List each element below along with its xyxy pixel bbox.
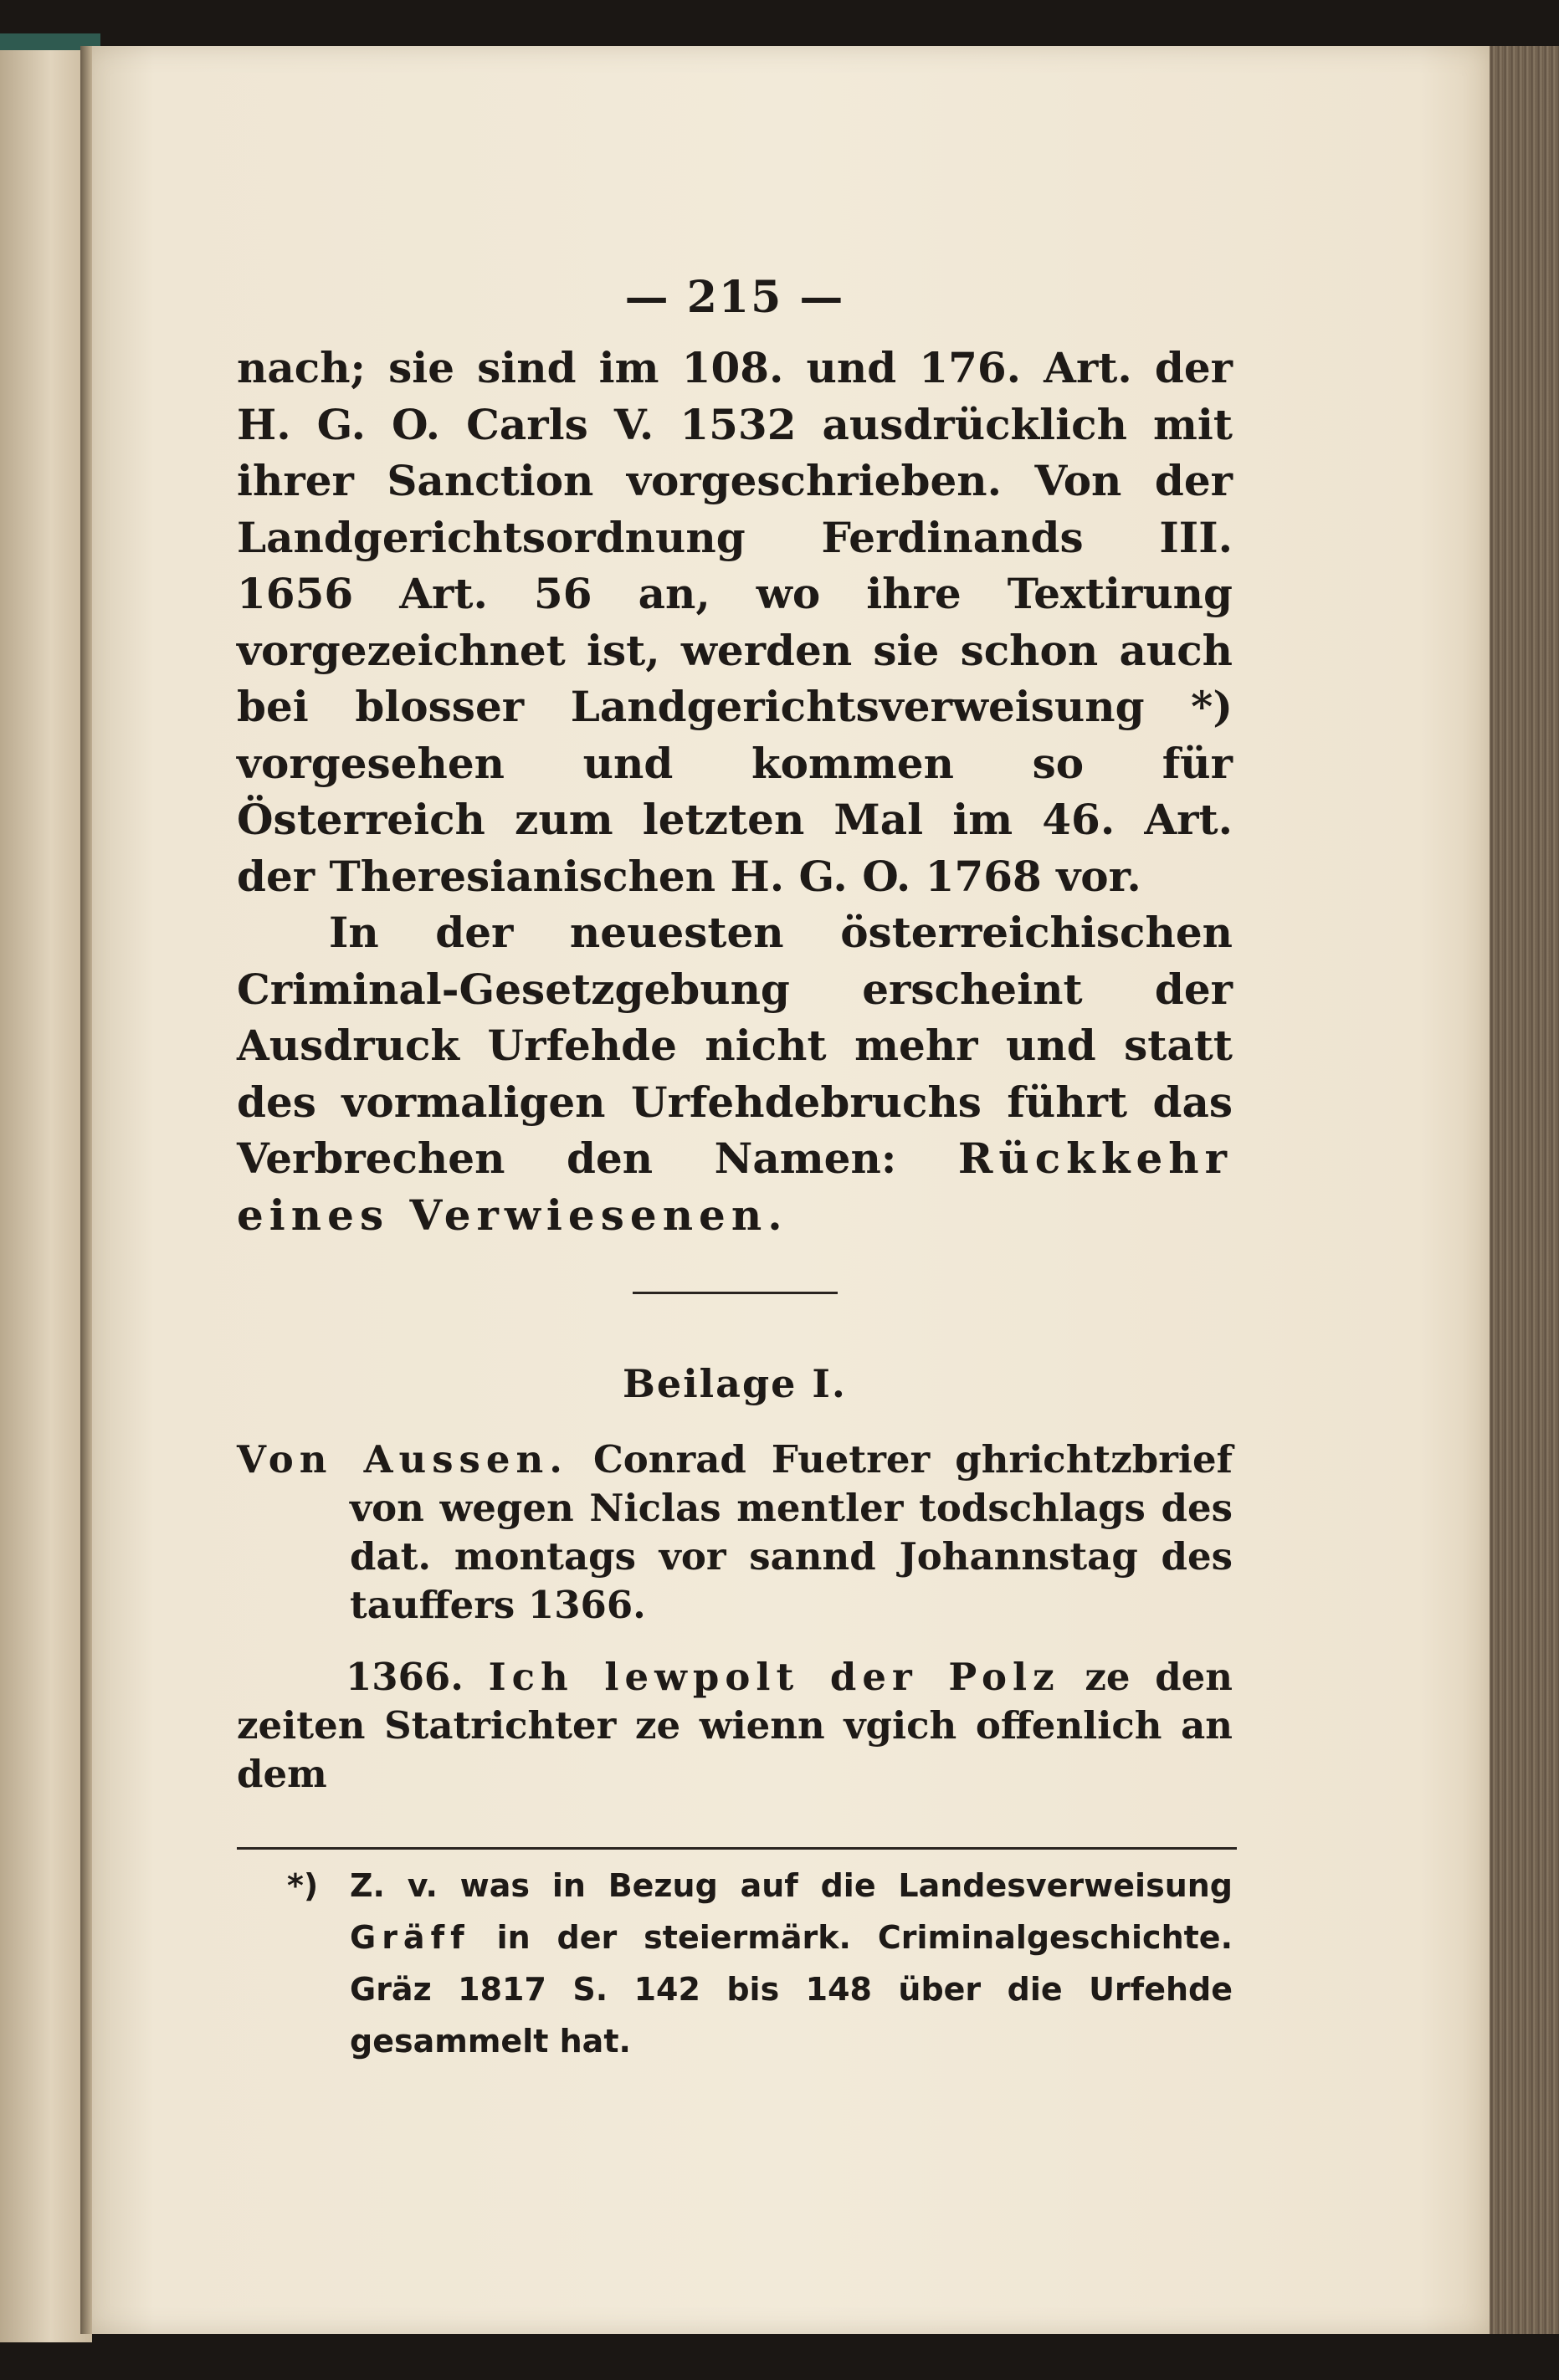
section-divider <box>633 1292 838 1294</box>
paragraph-2 <box>237 904 1233 1243</box>
endorsement-label: Von Aussen. <box>237 1437 568 1482</box>
endorsement-text: Conrad Fuetrer ghrichtzbrief von wegen Niclas mentler todschlags des dat. montags vor sannd Johannstag des tauffers 1366. <box>350 1437 1233 1627</box>
main-text <box>237 340 1233 1243</box>
opening-spaced: Ich lewpolt der Polz <box>488 1655 1060 1699</box>
paragraph-1: nach; sie sind im 108. und 176. Art. der H. G. O. Carls V. 1532 ausdrücklich mit ihrer Sanction vorgeschrieben. Von der Landgerichtsordnung Ferdinands III. 1656 Art. 56 an, wo ihre Textirung vorgezeichnet ist, werden sie schon auch bei blosser Landgerichtsverweisung *) vorgesehen und kommen so für Österreich zum letzten Mal im 46. Art. der Theresianischen H. G. O. 1768 vor. <box>237 343 1233 901</box>
document-opening <box>237 1653 1233 1799</box>
spaced-name: Rückkehr eines Verwiesenen. <box>237 1134 1233 1240</box>
footnote-marker: *) <box>287 1867 319 1904</box>
footnote-author: Gräff <box>350 1919 470 1956</box>
page-number: — 215 — <box>624 272 845 323</box>
section-heading: Beilage I. <box>623 1361 847 1406</box>
document-year: 1366. <box>346 1655 464 1699</box>
footnote-text-after: in der steiermärk. Criminalgeschichte. Gräz 1817 S. 142 bis 148 über die Urfehde gesammelt hat. <box>350 1919 1233 2060</box>
page-gutter <box>80 46 92 2334</box>
page-block-edges <box>1490 46 1559 2334</box>
paragraph-2-text: In der neuesten österreichischen Criminal-Gesetzgebung erscheint der Ausdruck Urfehde nicht mehr und statt des vormaligen Urfehdebruchs führt das Verbrechen den Namen: <box>237 908 1233 1183</box>
opening-rest: ze den zeiten Statrichter ze wienn vgich offenlich an dem <box>237 1655 1233 1796</box>
document-text <box>237 1436 1233 1799</box>
footnote-rule <box>237 1847 1237 1850</box>
page-text-block <box>237 272 1233 2067</box>
footnote <box>237 1860 1233 2067</box>
facing-page-edge <box>0 50 92 2342</box>
endorsement <box>237 1436 1233 1630</box>
footnote-text-before: Z. v. was in Bezug auf die Landesverweisung <box>350 1867 1233 1904</box>
